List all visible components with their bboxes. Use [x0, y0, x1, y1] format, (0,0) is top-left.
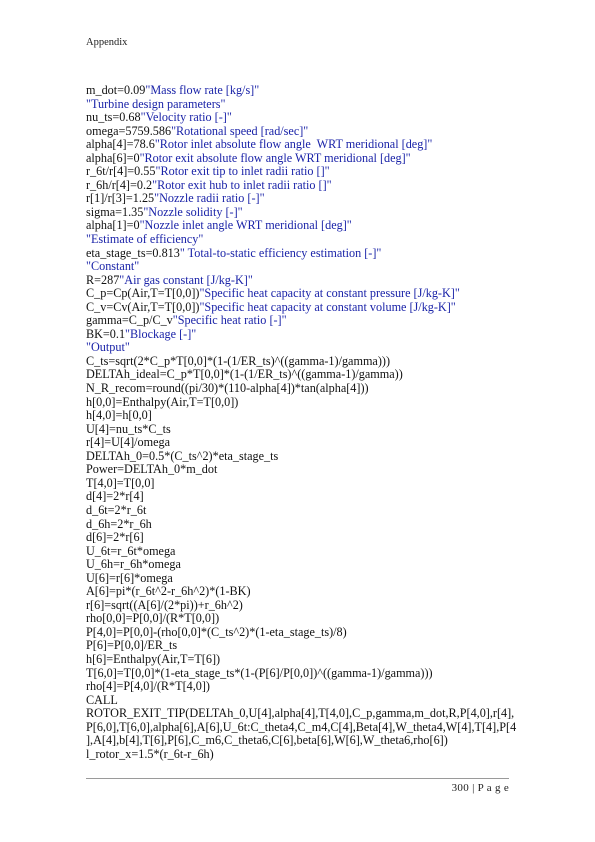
- code-line: [86, 572, 526, 586]
- code-comment: "Specific heat ratio [-]": [172, 313, 287, 328]
- code-line: [86, 84, 526, 98]
- code-comment: "Constant": [86, 259, 140, 274]
- code-line: [86, 179, 526, 193]
- code-line: [86, 301, 526, 315]
- code-line: [86, 490, 526, 504]
- running-header: Appendix: [86, 37, 128, 48]
- code-text: d[4]=2*r[4]: [86, 489, 144, 504]
- page-number-footer: [452, 782, 509, 794]
- code-text: C_v=Cv(Air,T=T[0,0]): [86, 299, 200, 314]
- code-comment: "Velocity ratio [-]": [140, 110, 232, 125]
- code-text: alpha[6]=0: [86, 150, 140, 165]
- code-text: A[6]=pi*(r_6t^2-r_6h^2)*(1-BK): [86, 584, 251, 599]
- code-line: [86, 477, 526, 491]
- code-line: [86, 626, 526, 640]
- code-line: [86, 138, 526, 152]
- code-text: ],A[4],b[4],T[6],P[6],C_m6,C_theta6,C[6],beta[6],W[6],W_theta6,rho[6]): [86, 733, 448, 748]
- code-line: [86, 355, 526, 369]
- code-text: CALL: [86, 692, 118, 707]
- code-line: [86, 409, 526, 423]
- code-line: [86, 680, 526, 694]
- code-text: BK=0.1: [86, 326, 126, 341]
- code-text: nu_ts=0.68: [86, 110, 141, 125]
- code-line: [86, 748, 526, 762]
- code-line: [86, 707, 526, 721]
- code-listing: [86, 84, 526, 761]
- code-comment: "Estimate of efficiency": [86, 232, 204, 247]
- code-line: [86, 98, 526, 112]
- code-text: rho[0,0]=P[0,0]/(R*T[0,0]): [86, 611, 220, 626]
- code-line: [86, 219, 526, 233]
- code-text: P[4,0]=P[0,0]-(rho[0,0]*(C_ts^2)*(1-eta_stage_ts)/8): [86, 624, 347, 639]
- code-line: [86, 612, 526, 626]
- code-comment: "Output": [86, 340, 130, 355]
- code-line: [86, 396, 526, 410]
- code-line: [86, 694, 526, 708]
- code-line: [86, 599, 526, 613]
- code-text: h[0,0]=Enthalpy(Air,T=T[0,0]): [86, 394, 239, 409]
- code-line: [86, 165, 526, 179]
- code-comment: "Blockage [-]": [125, 326, 197, 341]
- code-line: [86, 518, 526, 532]
- code-line: [86, 639, 526, 653]
- code-line: [86, 734, 526, 748]
- code-line: [86, 558, 526, 572]
- code-text: d_6t=2*r_6t: [86, 502, 147, 517]
- code-line: [86, 287, 526, 301]
- page-number: 300: [451, 782, 470, 794]
- code-line: [86, 667, 526, 681]
- code-line: [86, 721, 526, 735]
- code-text: eta_stage_ts=0.813: [86, 245, 180, 260]
- code-text: T[6,0]=T[0,0]*(1-eta_stage_ts*(1-(P[6]/P[0,0])^((gamma-1)/gamma))): [86, 665, 433, 680]
- code-comment: "Rotational speed [rad/sec]": [171, 123, 309, 138]
- code-line: [86, 192, 526, 206]
- code-line: [86, 545, 526, 559]
- code-comment: "Rotor exit hub to inlet radii ratio []": [152, 177, 332, 192]
- code-text: r[4]=U[4]/omega: [86, 435, 171, 450]
- code-line: [86, 274, 526, 288]
- code-text: d_6h=2*r_6h: [86, 516, 152, 531]
- code-text: U[6]=r[6]*omega: [86, 570, 173, 585]
- code-line: [86, 504, 526, 518]
- code-comment: " Total-to-static efficiency estimation [-]": [179, 245, 382, 260]
- code-line: [86, 152, 526, 166]
- code-line: [86, 463, 526, 477]
- code-line: [86, 314, 526, 328]
- code-text: gamma=C_p/C_v: [86, 313, 173, 328]
- code-text: sigma=1.35: [86, 204, 144, 219]
- code-text: ROTOR_EXIT_TIP(DELTAh_0,U[4],alpha[4],T[4,0],C_p,gamma,m_dot,R,P[4,0],r[4],: [86, 706, 515, 721]
- code-text: r_6h/r[4]=0.2: [86, 177, 153, 192]
- code-line: [86, 328, 526, 342]
- code-text: DELTAh_ideal=C_p*T[0,0]*(1-(1/ER_ts)^((gamma-1)/gamma)): [86, 367, 403, 382]
- code-text: r[1]/r[3]=1.25: [86, 191, 155, 206]
- code-text: P[6]=P[0,0]/ER_ts: [86, 638, 178, 653]
- code-text: T[4,0]=T[0,0]: [86, 475, 155, 490]
- code-text: l_rotor_x=1.5*(r_6t-r_6h): [86, 746, 214, 761]
- code-text: DELTAh_0=0.5*(C_ts^2)*eta_stage_ts: [86, 448, 279, 463]
- code-comment: "Rotor inlet absolute flow angle WRT meridional [deg]": [154, 137, 433, 152]
- code-text: U[4]=nu_ts*C_ts: [86, 421, 171, 436]
- code-comment: "Turbine design parameters": [86, 96, 226, 111]
- page-label: P a g e: [477, 782, 509, 794]
- code-line: [86, 368, 526, 382]
- page-separator: |: [472, 782, 475, 794]
- code-text: omega=5759.586: [86, 123, 172, 138]
- code-comment: "Specific heat capacity at constant pressure [J/kg-K]": [199, 286, 460, 301]
- code-line: [86, 436, 526, 450]
- code-text: m_dot=0.09: [86, 83, 146, 97]
- code-text: P[6,0],T[6,0],alpha[6],A[6],U_6t:C_theta4,C_m4,C[4],Beta[4],W_theta4,W[4],T[4],P[4: [86, 719, 517, 734]
- code-line: [86, 450, 526, 464]
- code-text: U_6t=r_6t*omega: [86, 543, 176, 558]
- code-comment: "Nozzle radii ratio [-]": [154, 191, 265, 206]
- code-text: r_6t/r[4]=0.55: [86, 164, 156, 179]
- code-comment: "Nozzle solidity [-]": [143, 204, 243, 219]
- code-comment: "Specific heat capacity at constant volume [J/kg-K]": [199, 299, 456, 314]
- footer-rule: [86, 778, 509, 779]
- code-line: [86, 260, 526, 274]
- code-text: Power=DELTAh_0*m_dot: [86, 462, 218, 477]
- code-text: r[6]=sqrt((A[6]/(2*pi))+r_6h^2): [86, 597, 243, 612]
- code-text: alpha[4]=78.6: [86, 137, 155, 152]
- code-text: R=287: [86, 272, 120, 287]
- code-line: [86, 111, 526, 125]
- code-line: [86, 341, 526, 355]
- code-line: [86, 233, 526, 247]
- code-line: [86, 585, 526, 599]
- code-line: [86, 125, 526, 139]
- code-line: [86, 531, 526, 545]
- code-line: [86, 206, 526, 220]
- code-line: [86, 423, 526, 437]
- code-text: N_R_recom=round((pi/30)*(110-alpha[4])*tan(alpha[4])): [86, 381, 369, 396]
- code-text: d[6]=2*r[6]: [86, 530, 144, 545]
- code-comment: "Air gas constant [J/kg-K]": [119, 272, 253, 287]
- code-line: [86, 382, 526, 396]
- code-line: [86, 247, 526, 261]
- code-text: C_ts=sqrt(2*C_p*T[0,0]*(1-(1/ER_ts)^((gamma-1)/gamma))): [86, 353, 391, 368]
- code-comment: "Nozzle inlet angle WRT meridional [deg]": [139, 218, 352, 233]
- code-text: C_p=Cp(Air,T=T[0,0]): [86, 286, 200, 301]
- code-line: [86, 653, 526, 667]
- code-text: rho[4]=P[4,0]/(R*T[4,0]): [86, 679, 210, 694]
- code-text: U_6h=r_6h*omega: [86, 557, 181, 572]
- code-text: h[6]=Enthalpy(Air,T=T[6]): [86, 651, 221, 666]
- code-comment: "Mass flow rate [kg/s]": [145, 83, 260, 97]
- code-text: h[4,0]=h[0,0]: [86, 408, 152, 423]
- code-text: alpha[1]=0: [86, 218, 140, 233]
- code-comment: "Rotor exit absolute flow angle WRT meridional [deg]": [139, 150, 411, 165]
- code-comment: "Rotor exit tip to inlet radii ratio []": [155, 164, 330, 179]
